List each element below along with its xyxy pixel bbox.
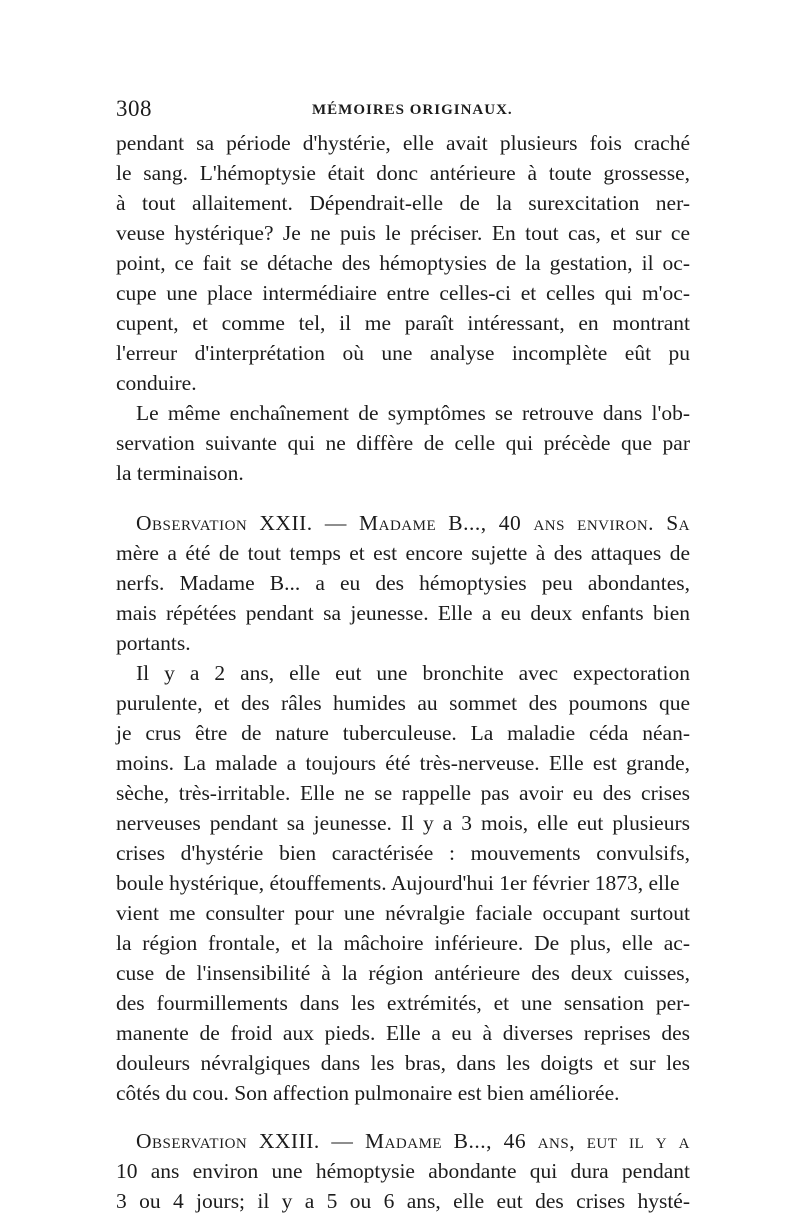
running-head: MÉMOIRES ORIGINAUX. — [312, 102, 513, 118]
text-line: moins. La malade a toujours été très-nerveuse. Elle est grande, — [116, 751, 690, 775]
text-line: Il y a 2 ans, elle eut une bronchite avec expectoration — [136, 661, 690, 685]
text-line: le sang. L'hémoptysie était donc antérieure à toute grossesse, — [116, 161, 690, 185]
text-line: la terminaison. — [116, 461, 244, 485]
text-line: servation suivante qui ne diffère de celle qui précède que par — [116, 431, 690, 455]
text-line: l'erreur d'interprétation où une analyse incomplète eût pu — [116, 341, 690, 365]
text-line: point, ce fait se détache des hémoptysies de la gestation, il oc- — [116, 251, 690, 275]
text-line: portants. — [116, 631, 191, 655]
text-line: cuse de l'insensibilité à la région antérieure des deux cuisses, — [116, 961, 690, 985]
text-line: la région frontale, et la mâchoire inférieure. De plus, elle ac- — [116, 931, 690, 955]
text-line: cupent, et comme tel, il me paraît intéressant, en montrant — [116, 311, 690, 335]
text-line: conduire. — [116, 371, 197, 395]
text-line: 3 ou 4 jours; il y a 5 ou 6 ans, elle eut des crises hysté- — [116, 1189, 690, 1213]
text-line: vient me consulter pour une névralgie faciale occupant surtout — [116, 901, 690, 925]
text-line: Le même enchaînement de symptômes se retrouve dans l'ob- — [136, 401, 690, 425]
text-line: pendant sa période d'hystérie, elle avait plusieurs fois craché — [116, 131, 690, 155]
text-line: des fourmillements dans les extrémités, et une sensation per- — [116, 991, 690, 1015]
page-number: 308 — [116, 96, 152, 121]
text-line: sèche, très-irritable. Elle ne se rappelle pas avoir eu des crises — [116, 781, 690, 805]
text-line: nerfs. Madame B... a eu des hémoptysies peu abondantes, — [116, 571, 690, 595]
text-line: côtés du cou. Son affection pulmonaire est bien améliorée. — [116, 1081, 620, 1105]
text-line: à tout allaitement. Dépendrait-elle de la surexcitation ner- — [116, 191, 690, 215]
text-line: cupe une place intermédiaire entre celles-ci et celles qui m'oc- — [116, 281, 690, 305]
text-line: nerveuses pendant sa jeunesse. Il y a 3 mois, elle eut plusieurs — [116, 811, 690, 835]
observation-heading-line: Observation XXII. — Madame B..., 40 ans environ. Sa — [136, 511, 690, 535]
text-line: crises d'hystérie bien caractérisée : mouvements convulsifs, — [116, 841, 690, 865]
page-header — [116, 96, 690, 126]
text-line — [116, 868, 690, 898]
observation-heading-line: Observation XXIII. — Madame B..., 46 ans, eut il y a — [136, 1129, 690, 1153]
text-line: manente de froid aux pieds. Elle a eu à diverses reprises des — [116, 1021, 690, 1045]
text-line: mère a été de tout temps et est encore sujette à des attaques de — [116, 541, 690, 565]
text-line: 10 ans environ une hémoptysie abondante qui dura pendant — [116, 1159, 690, 1183]
date-fragment: 1er février 1873, elle — [499, 871, 680, 895]
text-line: mais répétées pendant sa jeunesse. Elle a eu deux enfants bien — [116, 601, 690, 625]
text-line: veuse hystérique? Je ne puis le préciser. En tout cas, et sur ce — [116, 221, 690, 245]
text-line: je crus être de nature tuberculeuse. La maladie céda néan- — [116, 721, 690, 745]
text-line: douleurs névralgiques dans les bras, dans les doigts et sur les — [116, 1051, 690, 1075]
text-line-part: boule hystérique, étouffements. Aujourd'hui — [116, 871, 494, 895]
text-line: purulente, et des râles humides au sommet des poumons que — [116, 691, 690, 715]
